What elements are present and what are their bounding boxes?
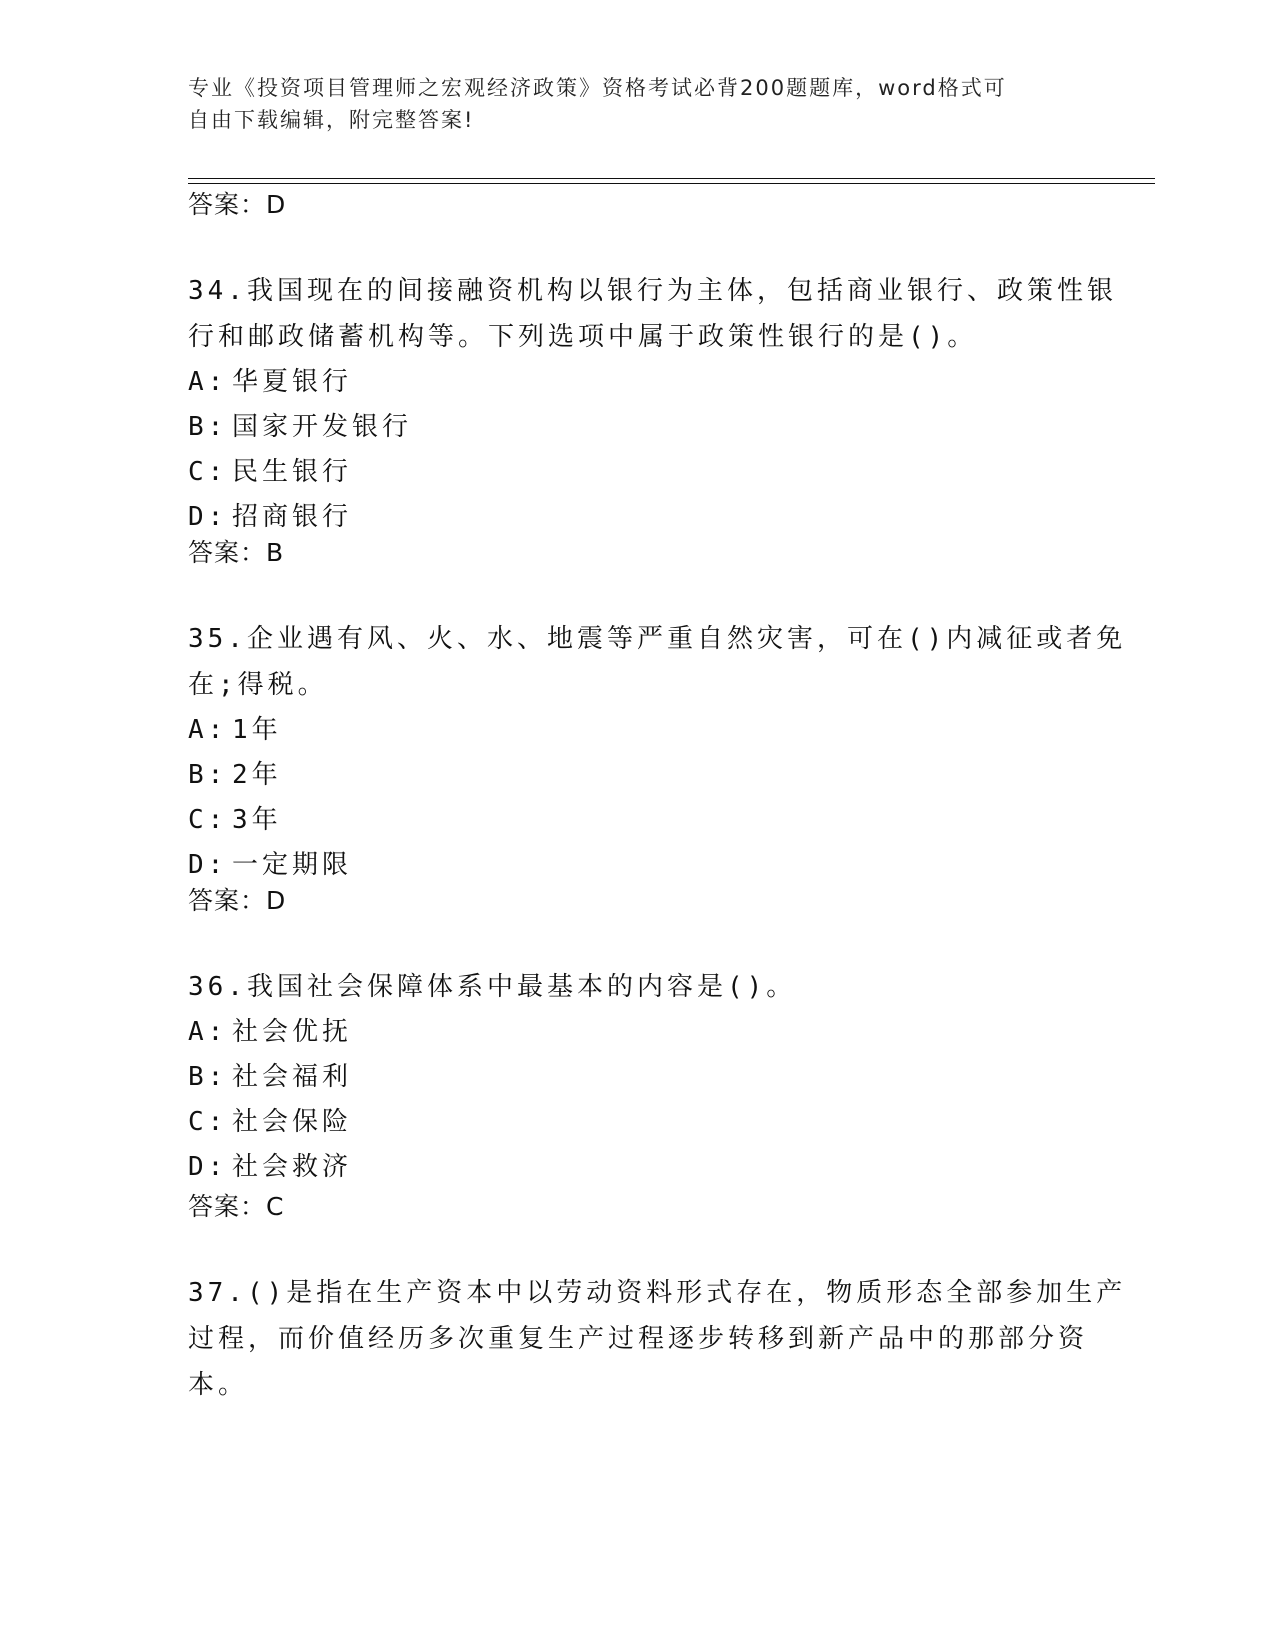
option-c xyxy=(188,450,1088,495)
option-text: 2年 xyxy=(232,760,282,790)
option-text: 1年 xyxy=(232,715,282,745)
option-key: C: xyxy=(188,1107,228,1137)
option-text: 3年 xyxy=(232,805,282,835)
option-key: D: xyxy=(188,502,228,532)
option-text: 招商银行 xyxy=(232,502,353,532)
question-36 xyxy=(188,964,1088,1190)
option-text: 社会保险 xyxy=(232,1107,353,1137)
option-d xyxy=(188,495,1088,540)
document-header xyxy=(188,72,1088,136)
question-37 xyxy=(188,1270,1127,1408)
option-a xyxy=(188,360,1088,405)
question-stem-line: 36.我国社会保障体系中最基本的内容是()。 xyxy=(188,972,797,1002)
option-key: C: xyxy=(188,457,228,487)
option-key: C: xyxy=(188,805,228,835)
option-key: B: xyxy=(188,1062,228,1092)
question-stem-line: 34.我国现在的间接融资机构以银行为主体，包括商业银行、政策性银 xyxy=(188,276,1117,306)
option-text: 一定期限 xyxy=(232,850,353,880)
question-34 xyxy=(188,268,1117,540)
option-text: 社会优抚 xyxy=(232,1017,353,1047)
question-stem-line: 在;得税。 xyxy=(188,670,328,700)
question-stem-line: 本。 xyxy=(188,1370,249,1400)
question-stem-line: 过程，而价值经历多次重复生产过程逐步转移到新产品中的那部分资 xyxy=(188,1324,1089,1354)
option-b xyxy=(188,1055,1088,1100)
option-d xyxy=(188,1145,1088,1190)
answer-previous: 答案：D xyxy=(188,190,287,219)
option-a xyxy=(188,1010,1088,1055)
option-key: B: xyxy=(188,760,228,790)
header-line-1: 专业《投资项目管理师之宏观经济政策》资格考试必背200题题库，word格式可 xyxy=(188,76,1007,100)
option-d xyxy=(188,843,1088,888)
option-text: 华夏银行 xyxy=(232,367,353,397)
option-c xyxy=(188,1100,1088,1145)
question-stem-line: 35.企业遇有风、火、水、地震等严重自然灾害，可在()内减征或者免 xyxy=(188,624,1127,654)
option-key: A: xyxy=(188,715,228,745)
option-a xyxy=(188,708,1088,753)
option-key: D: xyxy=(188,850,228,880)
option-key: A: xyxy=(188,1017,228,1047)
header-line-2: 自由下载编辑，附完整答案! xyxy=(188,108,475,132)
option-key: D: xyxy=(188,1152,228,1182)
header-divider-top xyxy=(188,178,1155,179)
answer-36: 答案：C xyxy=(188,1192,285,1221)
option-text: 民生银行 xyxy=(232,457,353,487)
answer-35: 答案：D xyxy=(188,886,287,915)
question-35 xyxy=(188,616,1127,888)
header-divider-bottom xyxy=(188,183,1155,184)
option-text: 社会救济 xyxy=(232,1152,353,1182)
option-key: B: xyxy=(188,412,228,442)
option-c xyxy=(188,798,1088,843)
answer-34: 答案：B xyxy=(188,538,285,567)
option-text: 社会福利 xyxy=(232,1062,353,1092)
option-key: A: xyxy=(188,367,228,397)
option-b xyxy=(188,753,1088,798)
option-b xyxy=(188,405,1088,450)
option-text: 国家开发银行 xyxy=(232,412,413,442)
question-stem-line: 行和邮政储蓄机构等。下列选项中属于政策性银行的是()。 xyxy=(188,322,978,352)
question-stem-line: 37.()是指在生产资本中以劳动资料形式存在，物质形态全部参加生产 xyxy=(188,1278,1127,1308)
